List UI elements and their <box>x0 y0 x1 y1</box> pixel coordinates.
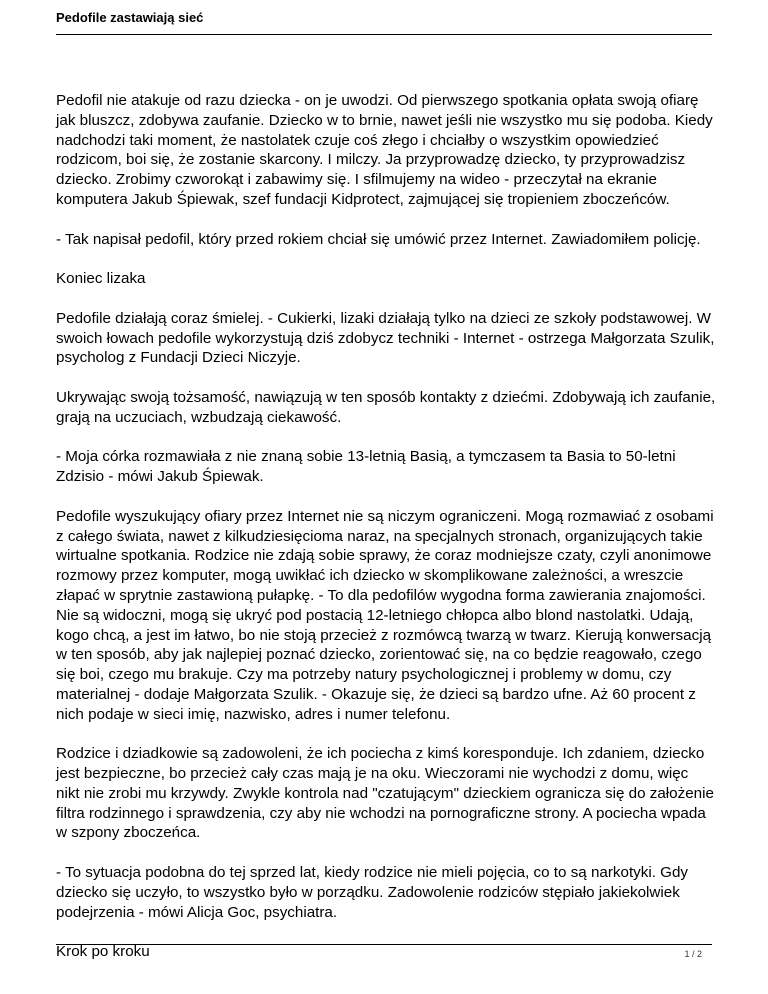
paragraph: Pedofil nie atakuje od razu dziecka - on je uwodzi. Od pierwszego spotkania opłata swoją ofiarę jak bluszcz, zdobywa zaufanie. Dziecko w to brnie, nawet jeśli nie wszystko mu się podoba. Kiedy nadchodzi taki moment, że nastolatek czuje coś złego i chciałby o wszystkim opowiedzieć rodzicom, boi się, że zostanie skarcony. I milczy. Ja przyprowadzę dziecko, ty przyprowadzisz dziecko. Zrobimy czworokąt i zabawimy się. I sfilmujemy na wideo - przeczytał na ekranie komputera Jakub Śpiewak, szef fundacji Kidprotect, zajmującej się tropieniem zboczeńców. <box>56 92 713 208</box>
article-body <box>56 91 716 982</box>
paragraph: Rodzice i dziadkowie są zadowoleni, że ich pociecha z kimś koresponduje. Ich zdaniem, dziecko jest bezpieczne, bo przecież cały czas mają je na oku. Wieczorami nie wychodzi z domu, więc nikt nie zrobi mu krzywdy. Zwykle kontrola nad "czatującym" dzieckiem ogranicza się do założenie filtra rodzinnego i sprawdzenia, czy aby nie wchodzi na pornograficzne strony. A pociecha wpada w szpony zboczeńca. <box>56 745 714 842</box>
paragraph: Pedofile działają coraz śmielej. - Cukierki, lizaki działają tylko na dzieci ze szkoły podstawowej. W swoich łowach pedofile wykorzystują dziś zdobycz techniki - Internet - ostrzega Małgorzata Szulik, psycholog z Fundacji Dzieci Niczyje. <box>56 309 715 367</box>
paragraph: - Moja córka rozmawiała z nie znaną sobie 13-letnią Basią, a tymczasem ta Basia to 50-letni Zdzisio - mówi Jakub Śpiewak. <box>56 448 676 486</box>
paragraph: - To sytuacja podobna do tej sprzed lat, kiedy rodzice nie mieli pojęcia, co to są narkotyki. Gdy dziecko się uczyło, to wszystko było w porządku. Zadowolenie rodziców stępiało jakiekolwiek podejrzenia - mówi Alicja Goc, psychiatra. <box>56 864 689 921</box>
section-heading: Krok po kroku <box>56 943 150 961</box>
paragraph: - Tak napisał pedofil, który przed rokiem chciał się umówić przez Internet. Zawiadomiłem policję. <box>56 230 701 248</box>
page-number: 1 / 2 <box>684 949 702 959</box>
section-heading: Koniec lizaka <box>56 270 146 288</box>
paragraph: Ukrywając swoją tożsamość, nawiązują w ten sposób kontakty z dziećmi. Zdobywają ich zaufanie, grają na uczuciach, wzbudzają ciekawość. <box>56 388 716 426</box>
footer-divider <box>56 944 712 945</box>
header-divider <box>56 34 712 35</box>
paragraph: Pedofile wyszukujący ofiary przez Internet nie są niczym ograniczeni. Mogą rozmawiać z osobami z całego świata, nawet z kilkudziesięcioma naraz, na specjalnych stronach, organizujących takie wirtualne spotkania. Rodzice nie zdają sobie sprawy, że coraz modniejsze czaty, czyli anonimowe rozmowy przez komputer, mogą uwikłać ich dziecko w skomplikowane zależności, a wreszcie złapać w sprytnie zastawioną pułapkę. - To dla pedofilów wygodna forma zawierania znajomości. Nie są widoczni, mogą się ukryć pod postacią 12-letniego chłopca albo blond nastolatki. Udają, kogo chcą, a jest im łatwo, bo nie stoją przecież z rozmówcą twarzą w twarz. Kierują konwersacją w ten sposób, aby jak najlepiej poznać dziecko, zorientować się, na co będzie reagowało, czego się boi, czego mu brakuje. Czy ma potrzeby natury psychologicznej i problemy w domu, czy materialnej - dodaje Małgorzata Szulik. - Okazuje się, że dzieci są bardzo ufne. Aż 60 procent z nich podaje w sieci imię, nazwisko, adres i numer telefonu. <box>56 507 714 723</box>
document-header-title: Pedofile zastawiają sieć <box>56 10 204 25</box>
